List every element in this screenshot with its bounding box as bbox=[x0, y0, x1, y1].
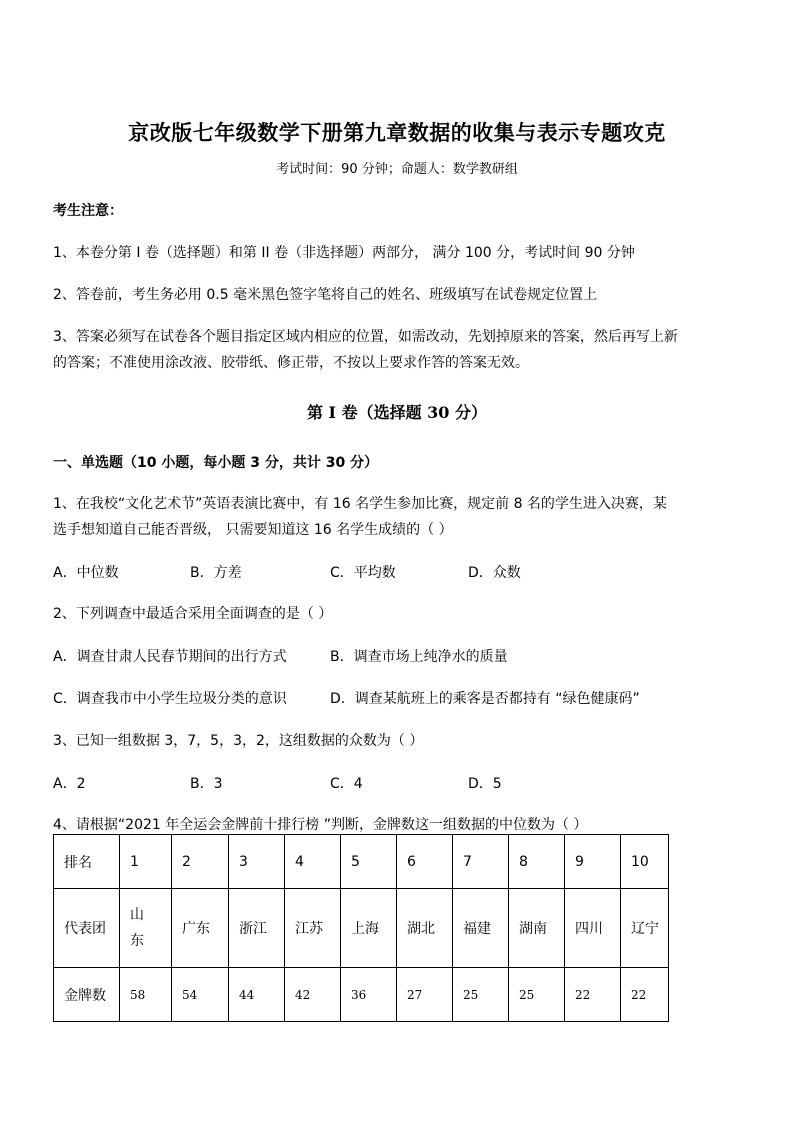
table-cell-rank: 4 bbox=[285, 835, 341, 889]
question-2-option-d[interactable]: D．调查某航班上的乘客是否都持有 “绿色健康码” bbox=[330, 691, 640, 707]
page-title: 京改版七年级数学下册第九章数据的收集与表示专题攻克 bbox=[128, 120, 666, 145]
table-cell-team: 上海 bbox=[341, 889, 397, 968]
table-cell-rank: 1 bbox=[120, 835, 172, 889]
table-cell-gold: 25 bbox=[509, 968, 565, 1022]
question-3-option-b[interactable]: B．3 bbox=[190, 776, 223, 792]
table-cell-team: 江苏 bbox=[285, 889, 341, 968]
table-cell-gold: 42 bbox=[285, 968, 341, 1022]
question-1-option-d[interactable]: D．众数 bbox=[468, 565, 521, 581]
notice-item-2: 2、答卷前，考生务必用 0.5 毫米黑色签字笔将自己的姓名、班级填写在试卷规定位置上 bbox=[53, 287, 598, 303]
exam-info: 考试时间：90 分钟；命题人：数学教研组 bbox=[276, 162, 518, 177]
notice-heading: 考生注意： bbox=[53, 203, 123, 219]
table-cell-gold: 25 bbox=[453, 968, 509, 1022]
table-cell-rank: 9 bbox=[565, 835, 621, 889]
table-cell-gold: 27 bbox=[397, 968, 453, 1022]
question-1-stem-line-1: 1、在我校“文化艺术节”英语表演比赛中，有 16 名学生参加比赛，规定前 8 名的学生进入决赛，某 bbox=[53, 496, 667, 512]
part-heading: 一、单选题（10 小题，每小题 3 分，共计 30 分） bbox=[53, 455, 379, 471]
table-cell-team: 湖南 bbox=[509, 889, 565, 968]
table-cell-team-label: 代表团 bbox=[54, 889, 120, 968]
table-cell-rank: 10 bbox=[621, 835, 669, 889]
notice-item-3-line-2: 的答案；不准使用涂改液、胶带纸、修正带，不按以上要求作答的答案无效。 bbox=[53, 355, 529, 371]
table-cell-gold: 58 bbox=[120, 968, 172, 1022]
question-3-stem: 3、已知一组数据 3，7，5，3，2，这组数据的众数为（ ） bbox=[53, 733, 424, 749]
table-cell-rank-label: 排名 bbox=[54, 835, 120, 889]
table-cell-rank: 7 bbox=[453, 835, 509, 889]
team-name-wrapped: 山东 bbox=[130, 907, 144, 949]
table-cell-gold: 22 bbox=[565, 968, 621, 1022]
table-cell-gold: 22 bbox=[621, 968, 669, 1022]
table-cell-team: 四川 bbox=[565, 889, 621, 968]
table-cell-team bbox=[120, 889, 172, 968]
question-2-option-b[interactable]: B．调查市场上纯净水的质量 bbox=[330, 649, 508, 665]
table-cell-gold: 44 bbox=[229, 968, 285, 1022]
question-3-option-d[interactable]: D．5 bbox=[468, 776, 502, 792]
table-cell-team: 浙江 bbox=[229, 889, 285, 968]
question-3-option-a[interactable]: A．2 bbox=[53, 776, 86, 792]
question-2-stem: 2、下列调查中最适合采用全面调查的是（ ） bbox=[53, 606, 333, 622]
section-title: 第 I 卷（选择题 30 分） bbox=[306, 403, 488, 422]
table-cell-team: 辽宁 bbox=[621, 889, 669, 968]
question-2-option-c[interactable]: C．调查我市中小学生垃圾分类的意识 bbox=[53, 691, 287, 707]
question-2-option-a[interactable]: A．调查甘肃人民春节期间的出行方式 bbox=[53, 649, 287, 665]
table-cell-team: 广东 bbox=[172, 889, 229, 968]
table-cell-gold-label: 金牌数 bbox=[54, 968, 120, 1022]
question-1-option-c[interactable]: C．平均数 bbox=[330, 565, 396, 581]
table-cell-team: 福建 bbox=[453, 889, 509, 968]
gold-medal-table bbox=[53, 834, 669, 1022]
table-cell-rank: 3 bbox=[229, 835, 285, 889]
notice-item-1: 1、本卷分第 I 卷（选择题）和第 II 卷（非选择题）两部分， 满分 100 分，考试时间 90 分钟 bbox=[53, 245, 635, 261]
question-1-stem-line-2: 选手想知道自己能否晋级， 只需要知道这 16 名学生成绩的（ ） bbox=[53, 522, 453, 538]
notice-item-3-line-1: 3、答案必须写在试卷各个题目指定区域内相应的位置，如需改动，先划掉原来的答案，然后再写上新 bbox=[53, 329, 678, 345]
table-cell-rank: 8 bbox=[509, 835, 565, 889]
table-cell-rank: 6 bbox=[397, 835, 453, 889]
table-cell-gold: 36 bbox=[341, 968, 397, 1022]
table-row bbox=[54, 835, 669, 889]
table-row bbox=[54, 889, 669, 968]
question-4-stem: 4、请根据“2021 年全运会金牌前十排行榜 ”判断，金牌数这一组数据的中位数为（ ） bbox=[53, 817, 588, 833]
table-cell-team: 湖北 bbox=[397, 889, 453, 968]
table-cell-rank: 5 bbox=[341, 835, 397, 889]
question-3-option-c[interactable]: C．4 bbox=[330, 776, 363, 792]
question-1-option-b[interactable]: B．方差 bbox=[190, 565, 242, 581]
table-cell-gold: 54 bbox=[172, 968, 229, 1022]
question-1-option-a[interactable]: A．中位数 bbox=[53, 565, 119, 581]
table-row bbox=[54, 968, 669, 1022]
table-cell-rank: 2 bbox=[172, 835, 229, 889]
